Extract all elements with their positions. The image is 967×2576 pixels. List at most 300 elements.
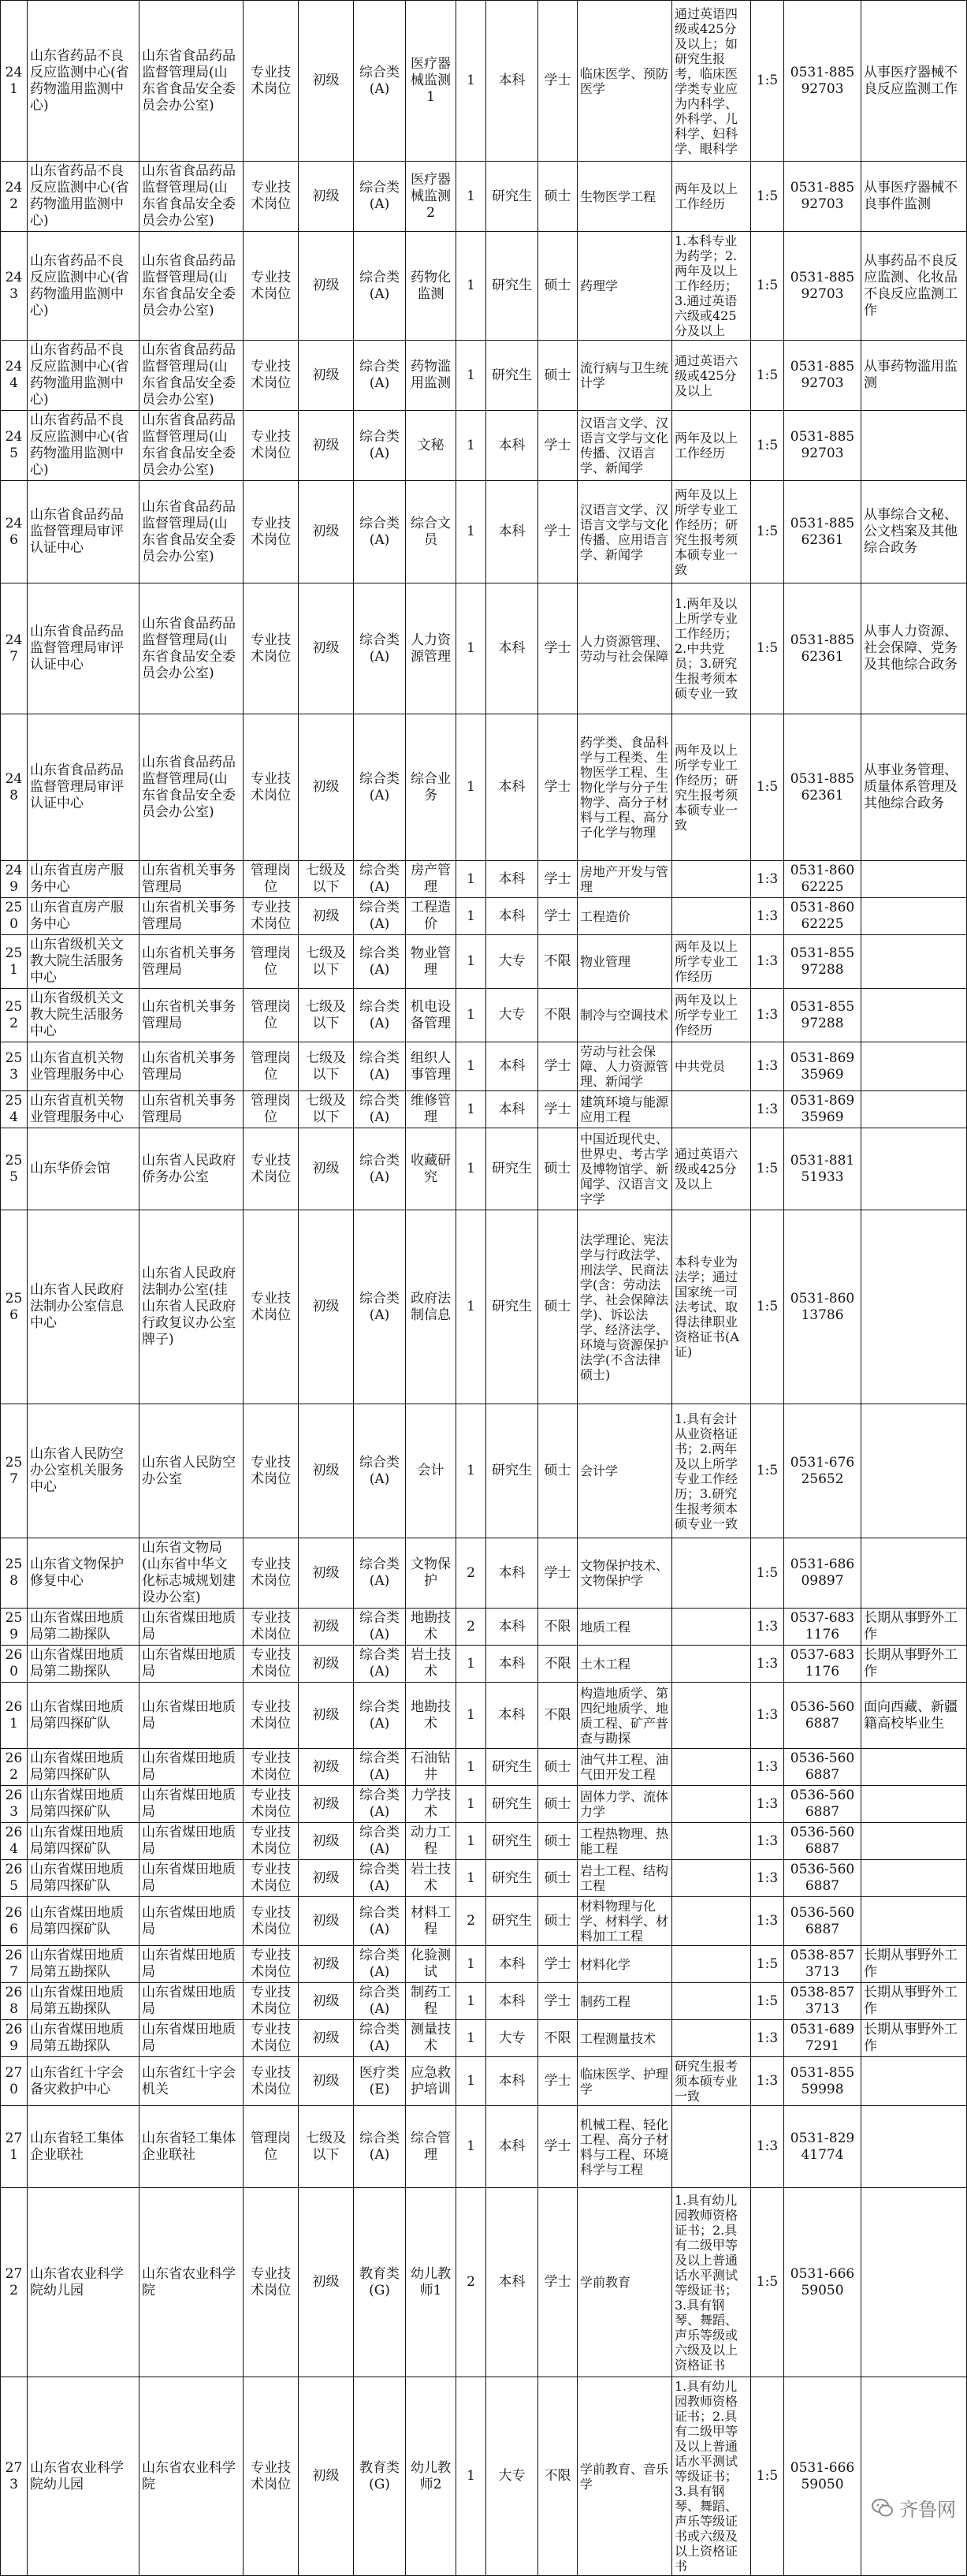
contact-phone-cell: 0531-67625652 <box>784 1404 861 1538</box>
post-level-cell: 初级 <box>299 1210 354 1404</box>
table-row <box>1 1946 967 1983</box>
post-level-cell: 初级 <box>299 1786 354 1823</box>
education-cell: 本科 <box>486 714 538 861</box>
table-row <box>1 1091 967 1128</box>
employer-unit-cell: 山东省食品药品监督管理局审评认证中心 <box>28 714 139 861</box>
exam-category-cell: 综合类(A) <box>354 1 406 162</box>
education-cell: 研究生 <box>486 1749 538 1786</box>
other-requirements-cell: 两年及以上工作经历 <box>672 411 751 481</box>
employer-unit-cell: 山东省药品不良反应监测中心(省药物滥用监测中心) <box>28 232 139 341</box>
education-cell: 本科 <box>486 2057 538 2106</box>
post-type-cell: 专业技术岗位 <box>244 1538 299 1609</box>
post-type-cell: 专业技术岗位 <box>244 1683 299 1749</box>
post-type-cell: 专业技术岗位 <box>244 1609 299 1646</box>
exam-category-cell: 综合类(A) <box>354 1786 406 1823</box>
other-requirements-cell: 1.两年及以上所学专业工作经历；2.中共党员；3.研究生报考须本硕专业一致 <box>672 583 751 714</box>
post-name-cell: 工程造价 <box>406 898 456 935</box>
post-type-cell: 专业技术岗位 <box>244 162 299 232</box>
degree-cell: 学士 <box>538 2106 578 2188</box>
exam-ratio-cell: 1:3 <box>751 1042 784 1091</box>
employer-unit-cell: 山东华侨会馆 <box>28 1128 139 1210</box>
degree-cell: 硕士 <box>538 1404 578 1538</box>
hire-count-cell: 1 <box>456 1683 486 1749</box>
exam-category-cell: 综合类(A) <box>354 1946 406 1983</box>
education-cell: 本科 <box>486 411 538 481</box>
exam-category-cell: 综合类(A) <box>354 1646 406 1683</box>
supervising-department-cell: 山东省煤田地质局 <box>139 1946 244 1983</box>
table-row <box>1 232 967 341</box>
post-level-cell: 初级 <box>299 714 354 861</box>
post-type-cell: 专业技术岗位 <box>244 1786 299 1823</box>
post-type-cell: 专业技术岗位 <box>244 714 299 861</box>
degree-cell: 硕士 <box>538 1786 578 1823</box>
exam-ratio-cell: 1:3 <box>751 1749 784 1786</box>
degree-cell: 硕士 <box>538 162 578 232</box>
table-row <box>1 898 967 935</box>
exam-category-cell: 综合类(A) <box>354 232 406 341</box>
major-cell: 地质工程 <box>578 1609 672 1646</box>
table-row <box>1 1538 967 1609</box>
contact-phone-cell: 0536-5606887 <box>784 1683 861 1749</box>
remarks-cell: 从事药品不良反应监测、化妆品不良反应监测工作 <box>861 232 967 341</box>
degree-cell: 学士 <box>538 1 578 162</box>
education-cell: 大专 <box>486 935 538 989</box>
post-name-cell: 综合业务 <box>406 714 456 861</box>
post-name-cell: 地勘技术 <box>406 1609 456 1646</box>
exam-category-cell: 医疗类(E) <box>354 2057 406 2106</box>
degree-cell: 学士 <box>538 1983 578 2020</box>
row-number-cell: 255 <box>1 1128 28 1210</box>
major-cell: 学前教育 <box>578 2188 672 2377</box>
row-number-cell: 244 <box>1 341 28 411</box>
degree-cell: 不限 <box>538 935 578 989</box>
post-level-cell: 初级 <box>299 2020 354 2057</box>
degree-cell: 硕士 <box>538 1823 578 1860</box>
degree-cell: 硕士 <box>538 1860 578 1897</box>
post-name-cell: 化验测试 <box>406 1946 456 1983</box>
other-requirements-cell <box>672 2020 751 2057</box>
education-cell: 研究生 <box>486 1860 538 1897</box>
post-level-cell: 初级 <box>299 898 354 935</box>
post-type-cell: 专业技术岗位 <box>244 1646 299 1683</box>
employer-unit-cell: 山东省煤田地质局第四探矿队 <box>28 1786 139 1823</box>
row-number-cell: 261 <box>1 1683 28 1749</box>
contact-phone-cell: 0531-66659050 <box>784 2377 861 2576</box>
post-name-cell: 综合管理 <box>406 2106 456 2188</box>
remarks-cell: 从事医疗器械不良事件监测 <box>861 162 967 232</box>
hire-count-cell: 1 <box>456 989 486 1042</box>
post-type-cell: 专业技术岗位 <box>244 1860 299 1897</box>
exam-ratio-cell: 1:5 <box>751 232 784 341</box>
remarks-cell <box>861 1749 967 1786</box>
post-name-cell: 动力工程 <box>406 1823 456 1860</box>
degree-cell: 硕士 <box>538 232 578 341</box>
post-level-cell: 初级 <box>299 2188 354 2377</box>
other-requirements-cell: 两年及以上所学专业工作经历 <box>672 935 751 989</box>
post-name-cell: 综合文员 <box>406 481 456 583</box>
degree-cell: 学士 <box>538 1042 578 1091</box>
post-level-cell: 七级及以下 <box>299 2106 354 2188</box>
post-type-cell: 专业技术岗位 <box>244 1749 299 1786</box>
post-name-cell: 会计 <box>406 1404 456 1538</box>
post-type-cell: 专业技术岗位 <box>244 1128 299 1210</box>
employer-unit-cell: 山东省食品药品监督管理局审评认证中心 <box>28 481 139 583</box>
post-level-cell: 初级 <box>299 1860 354 1897</box>
post-level-cell: 初级 <box>299 1683 354 1749</box>
degree-cell: 硕士 <box>538 1897 578 1946</box>
exam-category-cell: 综合类(A) <box>354 1609 406 1646</box>
remarks-cell <box>861 898 967 935</box>
row-number-cell: 260 <box>1 1646 28 1683</box>
row-number-cell: 243 <box>1 232 28 341</box>
education-cell: 大专 <box>486 989 538 1042</box>
exam-category-cell: 综合类(A) <box>354 1091 406 1128</box>
supervising-department-cell: 山东省食品药品监督管理局(山东省食品安全委员会办公室) <box>139 162 244 232</box>
contact-phone-cell: 0531-86062225 <box>784 861 861 898</box>
post-name-cell: 幼儿教师2 <box>406 2377 456 2576</box>
post-type-cell: 管理岗位 <box>244 861 299 898</box>
post-name-cell: 测量技术 <box>406 2020 456 2057</box>
remarks-cell <box>861 1042 967 1091</box>
other-requirements-cell <box>672 861 751 898</box>
major-cell: 临床医学、护理学 <box>578 2057 672 2106</box>
major-cell: 会计学 <box>578 1404 672 1538</box>
exam-category-cell: 综合类(A) <box>354 341 406 411</box>
employer-unit-cell: 山东省煤田地质局第二勘探队 <box>28 1609 139 1646</box>
contact-phone-cell: 0531-68609897 <box>784 1538 861 1609</box>
row-number-cell: 271 <box>1 2106 28 2188</box>
exam-ratio-cell: 1:3 <box>751 1609 784 1646</box>
employer-unit-cell: 山东省煤田地质局第五勘探队 <box>28 2020 139 2057</box>
education-cell: 研究生 <box>486 1128 538 1210</box>
remarks-cell <box>861 1538 967 1609</box>
exam-category-cell: 综合类(A) <box>354 1042 406 1091</box>
major-cell: 流行病与卫生统计学 <box>578 341 672 411</box>
supervising-department-cell: 山东省农业科学院 <box>139 2188 244 2377</box>
post-level-cell: 初级 <box>299 1646 354 1683</box>
exam-ratio-cell: 1:5 <box>751 1983 784 2020</box>
supervising-department-cell: 山东省机关事务管理局 <box>139 898 244 935</box>
hire-count-cell: 1 <box>456 2020 486 2057</box>
supervising-department-cell: 山东省煤田地质局 <box>139 1786 244 1823</box>
hire-count-cell: 1 <box>456 481 486 583</box>
exam-ratio-cell: 1:3 <box>751 1860 784 1897</box>
major-cell: 房地产开发与管理 <box>578 861 672 898</box>
row-number-cell: 263 <box>1 1786 28 1823</box>
degree-cell: 学士 <box>538 2057 578 2106</box>
education-cell: 本科 <box>486 2106 538 2188</box>
row-number-cell: 273 <box>1 2377 28 2576</box>
education-cell: 本科 <box>486 1091 538 1128</box>
hire-count-cell: 1 <box>456 232 486 341</box>
hire-count-cell: 1 <box>456 714 486 861</box>
table-row <box>1 481 967 583</box>
remarks-cell <box>861 2188 967 2377</box>
supervising-department-cell: 山东省机关事务管理局 <box>139 935 244 989</box>
remarks-cell <box>861 1823 967 1860</box>
contact-phone-cell: 0536-5606887 <box>784 1786 861 1823</box>
contact-phone-cell: 0531-88562361 <box>784 481 861 583</box>
exam-ratio-cell: 1:3 <box>751 2057 784 2106</box>
post-type-cell: 专业技术岗位 <box>244 1404 299 1538</box>
remarks-cell <box>861 1128 967 1210</box>
other-requirements-cell: 通过英语六级或425分及以上 <box>672 341 751 411</box>
supervising-department-cell: 山东省文物局(山东省中华文化标志城规划建设办公室) <box>139 1538 244 1609</box>
post-type-cell: 专业技术岗位 <box>244 411 299 481</box>
degree-cell: 学士 <box>538 714 578 861</box>
education-cell: 研究生 <box>486 232 538 341</box>
table-row <box>1 989 967 1042</box>
major-cell: 工程测量技术 <box>578 2020 672 2057</box>
row-number-cell: 247 <box>1 583 28 714</box>
other-requirements-cell: 1.本科专业为药学；2.两年及以上工作经历；3.通过英语六级或425分及以上 <box>672 232 751 341</box>
remarks-cell <box>861 935 967 989</box>
major-cell: 学前教育、音乐学 <box>578 2377 672 2576</box>
post-type-cell: 管理岗位 <box>244 989 299 1042</box>
remarks-cell <box>861 2377 967 2576</box>
supervising-department-cell: 山东省煤田地质局 <box>139 1749 244 1786</box>
other-requirements-cell: 通过英语六级或425分及以上 <box>672 1128 751 1210</box>
remarks-cell: 长期从事野外工作 <box>861 1983 967 2020</box>
table-row <box>1 1786 967 1823</box>
other-requirements-cell: 1.具有幼儿园教师资格证书；2.具有二级甲等及以上普通话水平测试等级证书；3.具有钢琴、舞蹈、声乐等级证书或六级及以上资格证书 <box>672 2377 751 2576</box>
table-row <box>1 714 967 861</box>
post-type-cell: 专业技术岗位 <box>244 2057 299 2106</box>
post-type-cell: 专业技术岗位 <box>244 1 299 162</box>
row-number-cell: 254 <box>1 1091 28 1128</box>
major-cell: 制药工程 <box>578 1983 672 2020</box>
post-level-cell: 初级 <box>299 341 354 411</box>
exam-category-cell: 综合类(A) <box>354 1749 406 1786</box>
exam-category-cell: 综合类(A) <box>354 1210 406 1404</box>
exam-category-cell: 综合类(A) <box>354 989 406 1042</box>
other-requirements-cell <box>672 1983 751 2020</box>
exam-ratio-cell: 1:3 <box>751 2106 784 2188</box>
post-name-cell: 组织人事管理 <box>406 1042 456 1091</box>
employer-unit-cell: 山东省轻工集体企业联社 <box>28 2106 139 2188</box>
exam-ratio-cell: 1:3 <box>751 1091 784 1128</box>
exam-category-cell: 综合类(A) <box>354 935 406 989</box>
post-type-cell: 专业技术岗位 <box>244 232 299 341</box>
education-cell: 研究生 <box>486 1897 538 1946</box>
row-number-cell: 266 <box>1 1897 28 1946</box>
employer-unit-cell: 山东省红十字会备灾救护中心 <box>28 2057 139 2106</box>
post-type-cell: 专业技术岗位 <box>244 583 299 714</box>
contact-phone-cell: 0531-88592703 <box>784 1 861 162</box>
table-row <box>1 341 967 411</box>
exam-ratio-cell: 1:3 <box>751 1646 784 1683</box>
exam-ratio-cell: 1:5 <box>751 341 784 411</box>
remarks-cell: 从事综合文秘、公文档案及其他综合政务 <box>861 481 967 583</box>
degree-cell: 学士 <box>538 2188 578 2377</box>
education-cell: 本科 <box>486 1646 538 1683</box>
exam-category-cell: 综合类(A) <box>354 1538 406 1609</box>
post-level-cell: 初级 <box>299 1897 354 1946</box>
contact-phone-cell: 0531-86013786 <box>784 1210 861 1404</box>
hire-count-cell: 1 <box>456 162 486 232</box>
row-number-cell: 248 <box>1 714 28 861</box>
post-name-cell: 材料工程 <box>406 1897 456 1946</box>
contact-phone-cell: 0531-85559998 <box>784 2057 861 2106</box>
post-level-cell: 初级 <box>299 481 354 583</box>
supervising-department-cell: 山东省机关事务管理局 <box>139 861 244 898</box>
education-cell: 本科 <box>486 861 538 898</box>
employer-unit-cell: 山东省药品不良反应监测中心(省药物滥用监测中心) <box>28 162 139 232</box>
post-level-cell: 七级及以下 <box>299 861 354 898</box>
major-cell: 制冷与空调技术 <box>578 989 672 1042</box>
post-level-cell: 初级 <box>299 2057 354 2106</box>
table-row <box>1 1404 967 1538</box>
remarks-cell: 从事医疗器械不良反应监测工作 <box>861 1 967 162</box>
contact-phone-cell: 0531-88592703 <box>784 411 861 481</box>
contact-phone-cell: 0531-86935969 <box>784 1042 861 1091</box>
degree-cell: 硕士 <box>538 1128 578 1210</box>
education-cell: 研究生 <box>486 162 538 232</box>
remarks-cell: 长期从事野外工作 <box>861 2020 967 2057</box>
exam-ratio-cell: 1:5 <box>751 1 784 162</box>
supervising-department-cell: 山东省人民政府法制办公室(挂山东省人民政府行政复议办公室牌子) <box>139 1210 244 1404</box>
education-cell: 本科 <box>486 1 538 162</box>
other-requirements-cell <box>672 1946 751 1983</box>
major-cell: 劳动与社会保障、人力资源管理、新闻学 <box>578 1042 672 1091</box>
education-cell: 大专 <box>486 2020 538 2057</box>
hire-count-cell: 2 <box>456 1897 486 1946</box>
post-name-cell: 地勘技术 <box>406 1683 456 1749</box>
employer-unit-cell: 山东省级机关文教大院生活服务中心 <box>28 935 139 989</box>
other-requirements-cell <box>672 1823 751 1860</box>
other-requirements-cell <box>672 1786 751 1823</box>
employer-unit-cell: 山东省人民政府法制办公室信息中心 <box>28 1210 139 1404</box>
contact-phone-cell: 0536-5606887 <box>784 1823 861 1860</box>
post-name-cell: 药物滥用监测 <box>406 341 456 411</box>
degree-cell: 不限 <box>538 989 578 1042</box>
employer-unit-cell: 山东省煤田地质局第四探矿队 <box>28 1683 139 1749</box>
other-requirements-cell <box>672 1683 751 1749</box>
major-cell: 构造地质学、第四纪地质学、地质工程、矿产普查与勘探 <box>578 1683 672 1749</box>
post-level-cell: 七级及以下 <box>299 1091 354 1128</box>
degree-cell: 学士 <box>538 583 578 714</box>
exam-ratio-cell: 1:5 <box>751 583 784 714</box>
contact-phone-cell: 0531-86062225 <box>784 898 861 935</box>
row-number-cell: 241 <box>1 1 28 162</box>
supervising-department-cell: 山东省食品药品监督管理局(山东省食品安全委员会办公室) <box>139 1 244 162</box>
post-type-cell: 专业技术岗位 <box>244 2188 299 2377</box>
post-type-cell: 专业技术岗位 <box>244 2377 299 2576</box>
table-row <box>1 1646 967 1683</box>
post-level-cell: 初级 <box>299 1946 354 1983</box>
hire-count-cell: 1 <box>456 1091 486 1128</box>
post-level-cell: 初级 <box>299 1538 354 1609</box>
other-requirements-cell: 两年及以上所学专业工作经历；研究生报考须本硕专业一致 <box>672 714 751 861</box>
wechat-logo-icon <box>871 2496 894 2520</box>
post-type-cell: 管理岗位 <box>244 2106 299 2188</box>
remarks-cell: 长期从事野外工作 <box>861 1609 967 1646</box>
hire-count-cell: 1 <box>456 1128 486 1210</box>
other-requirements-cell <box>672 1609 751 1646</box>
major-cell: 机械工程、轻化工程、高分子材料与工程、环境科学与工程 <box>578 2106 672 2188</box>
education-cell: 研究生 <box>486 341 538 411</box>
contact-phone-cell: 0531-85597288 <box>784 989 861 1042</box>
remarks-cell: 长期从事野外工作 <box>861 1646 967 1683</box>
employer-unit-cell: 山东省级机关文教大院生活服务中心 <box>28 989 139 1042</box>
contact-phone-cell: 0531-88562361 <box>784 583 861 714</box>
degree-cell: 学士 <box>538 898 578 935</box>
degree-cell: 不限 <box>538 1609 578 1646</box>
post-type-cell: 专业技术岗位 <box>244 1983 299 2020</box>
row-number-cell: 272 <box>1 2188 28 2377</box>
other-requirements-cell: 研究生报考须本硕专业一致 <box>672 2057 751 2106</box>
employer-unit-cell: 山东省药品不良反应监测中心(省药物滥用监测中心) <box>28 1 139 162</box>
hire-count-cell: 1 <box>456 1786 486 1823</box>
exam-ratio-cell: 1:3 <box>751 1897 784 1946</box>
exam-category-cell: 综合类(A) <box>354 1128 406 1210</box>
post-name-cell: 机电设备管理 <box>406 989 456 1042</box>
post-name-cell: 力学技术 <box>406 1786 456 1823</box>
remarks-cell: 长期从事野外工作 <box>861 1946 967 1983</box>
major-cell: 中国近现代史、世界史、考古学及博物馆学、新闻学、汉语言文字学 <box>578 1128 672 1210</box>
post-name-cell: 岩土技术 <box>406 1860 456 1897</box>
table-row <box>1 1042 967 1091</box>
table-row <box>1 1 967 162</box>
major-cell: 药理学 <box>578 232 672 341</box>
row-number-cell: 265 <box>1 1860 28 1897</box>
employer-unit-cell: 山东省人民防空办公室机关服务中心 <box>28 1404 139 1538</box>
degree-cell: 不限 <box>538 2020 578 2057</box>
row-number-cell: 268 <box>1 1983 28 2020</box>
supervising-department-cell: 山东省煤田地质局 <box>139 1897 244 1946</box>
post-level-cell: 初级 <box>299 583 354 714</box>
table-row <box>1 1749 967 1786</box>
employer-unit-cell: 山东省煤田地质局第四探矿队 <box>28 1897 139 1946</box>
post-name-cell: 政府法制信息 <box>406 1210 456 1404</box>
major-cell: 汉语言文学、汉语言文学与文化传播、汉语言学、新闻学 <box>578 411 672 481</box>
education-cell: 本科 <box>486 898 538 935</box>
post-level-cell: 初级 <box>299 1128 354 1210</box>
hire-count-cell: 1 <box>456 1646 486 1683</box>
post-level-cell: 初级 <box>299 1983 354 2020</box>
major-cell: 生物医学工程 <box>578 162 672 232</box>
table-row <box>1 2020 967 2057</box>
employer-unit-cell: 山东省煤田地质局第二勘探队 <box>28 1646 139 1683</box>
remarks-cell: 面向西藏、新疆籍高校毕业生 <box>861 1683 967 1749</box>
other-requirements-cell <box>672 1860 751 1897</box>
row-number-cell: 245 <box>1 411 28 481</box>
exam-category-cell: 综合类(A) <box>354 2106 406 2188</box>
other-requirements-cell <box>672 1538 751 1609</box>
hire-count-cell: 1 <box>456 341 486 411</box>
education-cell: 本科 <box>486 1538 538 1609</box>
hire-count-cell: 1 <box>456 1210 486 1404</box>
exam-ratio-cell: 1:3 <box>751 935 784 989</box>
watermark <box>871 2494 956 2522</box>
supervising-department-cell: 山东省农业科学院 <box>139 2377 244 2576</box>
row-number-cell: 264 <box>1 1823 28 1860</box>
exam-category-cell: 综合类(A) <box>354 1897 406 1946</box>
row-number-cell: 267 <box>1 1946 28 1983</box>
employer-unit-cell: 山东省药品不良反应监测中心(省药物滥用监测中心) <box>28 411 139 481</box>
contact-phone-cell: 0531-85597288 <box>784 935 861 989</box>
post-name-cell: 制药工程 <box>406 1983 456 2020</box>
exam-ratio-cell: 1:3 <box>751 1683 784 1749</box>
major-cell: 工程热物理、热能工程 <box>578 1823 672 1860</box>
education-cell: 研究生 <box>486 1210 538 1404</box>
supervising-department-cell: 山东省食品药品监督管理局(山东省食品安全委员会办公室) <box>139 714 244 861</box>
other-requirements-cell: 本科专业为法学；通过国家统一司法考试、取得法律职业资格证书(A证) <box>672 1210 751 1404</box>
table-row <box>1 1983 967 2020</box>
exam-ratio-cell: 1:5 <box>751 1128 784 1210</box>
post-type-cell: 管理岗位 <box>244 1042 299 1091</box>
exam-category-cell: 综合类(A) <box>354 162 406 232</box>
